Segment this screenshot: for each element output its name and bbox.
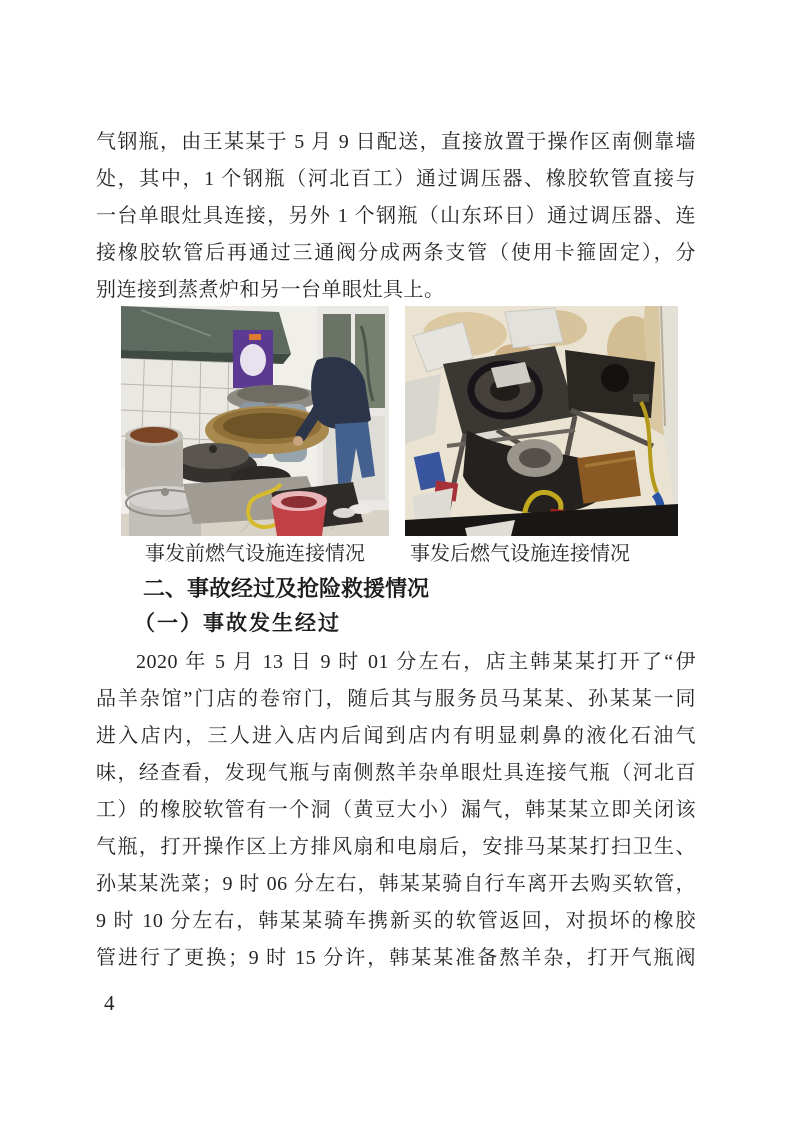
- body-line: 品羊杂馆”门店的卷帘门，随后其与服务员马某某、孙某某一同: [96, 688, 696, 710]
- body-line: 管进行了更换；9 时 15 分许，韩某某准备熬羊杂，打开气瓶阀: [96, 947, 696, 969]
- body-line: 处，其中，1 个钢瓶（河北百工）通过调压器、橡胶软管直接与: [96, 168, 696, 190]
- body-line: 工）的橡胶软管有一个洞（黄豆大小）漏气，韩某某立即关闭该: [96, 799, 696, 821]
- paragraph-gas-setup: [96, 124, 696, 309]
- caption-before: 事发前燃气设施连接情况: [145, 543, 365, 565]
- body-line: 孙某某洗菜；9 时 06 分左右，韩某某骑自行车离开去购买软管，: [96, 873, 696, 895]
- body-line: 2020 年 5 月 13 日 9 时 01 分左右，店主韩某某打开了“伊: [136, 651, 696, 673]
- photo-before-accident: [121, 306, 389, 536]
- caption-after: 事发后燃气设施连接情况: [410, 543, 630, 565]
- body-line: 气钢瓶，由王某某于 5 月 9 日配送，直接放置于操作区南侧靠墙: [96, 131, 696, 153]
- body-line: 接橡胶软管后再通过三通阀分成两条支管（使用卡箍固定），分: [96, 242, 696, 264]
- body-line: 气瓶，打开操作区上方排风扇和电扇后，安排马某某打扫卫生、: [96, 836, 696, 858]
- sub-heading: （一）事故发生经过: [134, 611, 341, 635]
- body-line: 进入店内，三人进入店内后闻到店内有明显刺鼻的液化石油气: [96, 725, 696, 747]
- photo-after-accident: [405, 306, 678, 536]
- body-line: 9 时 10 分左右，韩某某骑车携新买的软管返回，对损坏的橡胶: [96, 910, 696, 932]
- body-line: 别连接到蒸煮炉和另一台单眼灶具上。: [96, 279, 445, 301]
- kitchen-before-illustration: [121, 306, 389, 536]
- kitchen-after-illustration: [405, 306, 678, 536]
- section-heading: 二、事故经过及抢险救援情况: [143, 576, 430, 601]
- body-line: 味，经查看，发现气瓶与南侧熬羊杂单眼灶具连接气瓶（河北百: [96, 762, 696, 784]
- body-line: 一台单眼灶具连接，另外 1 个钢瓶（山东环日）通过调压器、连: [96, 205, 696, 227]
- paragraph-accident-course: [96, 644, 696, 977]
- page-number: 4: [104, 991, 115, 1015]
